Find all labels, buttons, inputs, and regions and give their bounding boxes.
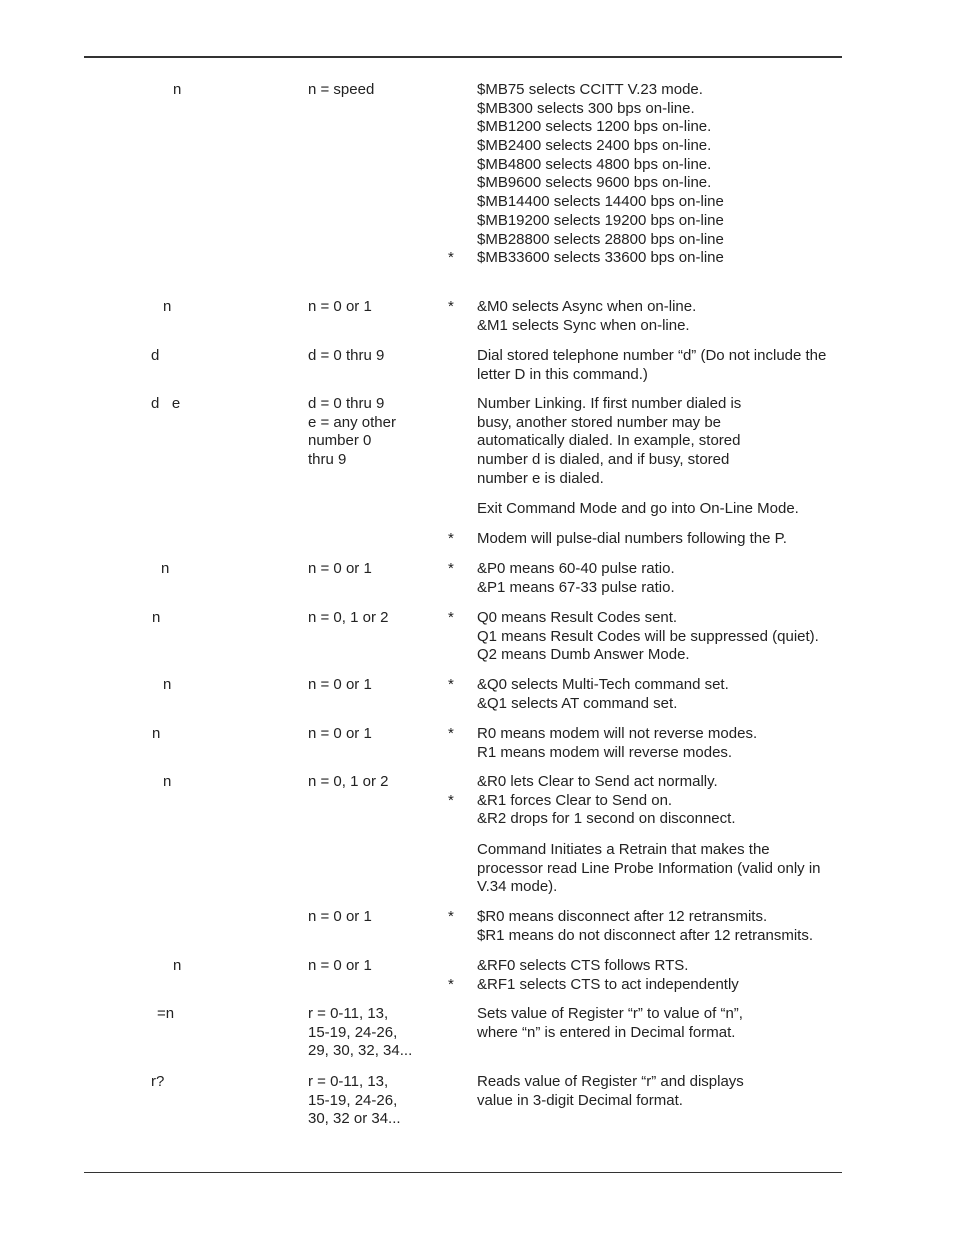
- command-description: Modem will pulse-dial numbers following the P.: [477, 530, 787, 547]
- command-description: &P0 means 60-40 pulse ratio. &P1 means 67-33 pulse ratio.: [477, 560, 675, 596]
- command-syntax: n: [152, 609, 161, 626]
- command-syntax: n: [173, 957, 182, 974]
- command-syntax: n: [161, 560, 170, 577]
- command-syntax: n: [163, 298, 172, 315]
- command-description: R0 means modem will not reverse modes. R1 means modem will reverse modes.: [477, 725, 758, 761]
- value-range: n = 0, 1 or 2: [308, 609, 389, 626]
- value-range: n = 0 or 1: [308, 957, 372, 974]
- command-syntax: n: [173, 81, 182, 98]
- default-markers: *: [448, 560, 454, 577]
- command-syntax: d e: [151, 395, 181, 412]
- command-description: Number Linking. If first number dialed is busy, another stored number may be automatically dialed. In example, stored number d is dialed, and if busy, stored number e is dialed.: [477, 395, 742, 487]
- command-description: Sets value of Register “r” to value of “n”, where “n” is entered in Decimal format.: [477, 1005, 743, 1041]
- command-description: Exit Command Mode and go into On-Line Mode.: [477, 500, 799, 517]
- default-markers: *: [448, 609, 454, 626]
- value-range: n = 0 or 1: [308, 676, 372, 693]
- default-markers: *: [448, 298, 454, 315]
- command-syntax: r?: [151, 1073, 165, 1090]
- default-markers: *: [448, 908, 454, 925]
- default-markers: *: [448, 676, 454, 693]
- value-range: n = 0 or 1: [308, 298, 372, 315]
- command-description: Reads value of Register “r” and displays value in 3-digit Decimal format.: [477, 1073, 744, 1109]
- bottom-rule: [84, 1172, 842, 1173]
- value-range: n = 0 or 1: [308, 560, 372, 577]
- value-range: d = 0 thru 9 e = any other number 0 thru 9: [308, 395, 396, 469]
- command-description: $R0 means disconnect after 12 retransmits. $R1 means do not disconnect after 12 retransmits.: [477, 908, 814, 944]
- top-rule: [84, 56, 842, 58]
- command-syntax: n: [152, 725, 161, 742]
- default-markers: *: [448, 725, 454, 742]
- value-range: d = 0 thru 9: [308, 347, 385, 364]
- command-syntax: n: [163, 773, 172, 790]
- value-range: r = 0-11, 13, 15-19, 24-26, 29, 30, 32, 34...: [308, 1005, 413, 1060]
- command-description: &RF0 selects CTS follows RTS. &RF1 selects CTS to act independently: [477, 957, 739, 993]
- command-description: Q0 means Result Codes sent. Q1 means Result Codes will be suppressed (quiet). Q2 means Dumb Answer Mode.: [477, 609, 819, 664]
- value-range: n = 0, 1 or 2: [308, 773, 389, 790]
- default-markers: *: [448, 791, 454, 809]
- command-description: &R0 lets Clear to Send act normally. &R1 forces Clear to Send on. &R2 drops for 1 second on disconnect.: [477, 773, 736, 828]
- value-range: n = speed: [308, 81, 375, 98]
- command-syntax: n: [163, 676, 172, 693]
- command-description: Command Initiates a Retrain that makes the processor read Line Probe Information (valid only in V.34 mode).: [477, 841, 821, 896]
- command-description: &M0 selects Async when on-line. &M1 selects Sync when on-line.: [477, 298, 697, 334]
- default-markers: *: [448, 249, 454, 267]
- value-range: n = 0 or 1: [308, 725, 372, 742]
- default-markers: *: [448, 975, 454, 993]
- command-description: &Q0 selects Multi-Tech command set. &Q1 selects AT command set.: [477, 676, 729, 712]
- value-range: r = 0-11, 13, 15-19, 24-26, 30, 32 or 34...: [308, 1073, 401, 1128]
- command-description: $MB75 selects CCITT V.23 mode. $MB300 selects 300 bps on-line. $MB1200 selects 1200 bps on-line. $MB2400 selects 2400 bps on-line. $MB4800 selects 4800 bps on-line. $MB9600 selects 9600 bps on-line. $MB14400 selects 14400 bps on-line $MB19200 selects 19200 bps on-line $MB28800 selects 28800 bps on-line $MB33600 selects 33600 bps on-line: [477, 81, 724, 267]
- value-range: n = 0 or 1: [308, 908, 372, 925]
- command-syntax: =n: [157, 1005, 175, 1022]
- command-syntax: d: [151, 347, 160, 364]
- default-markers: *: [448, 530, 454, 547]
- command-description: Dial stored telephone number “d” (Do not include the letter D in this command.): [477, 347, 827, 383]
